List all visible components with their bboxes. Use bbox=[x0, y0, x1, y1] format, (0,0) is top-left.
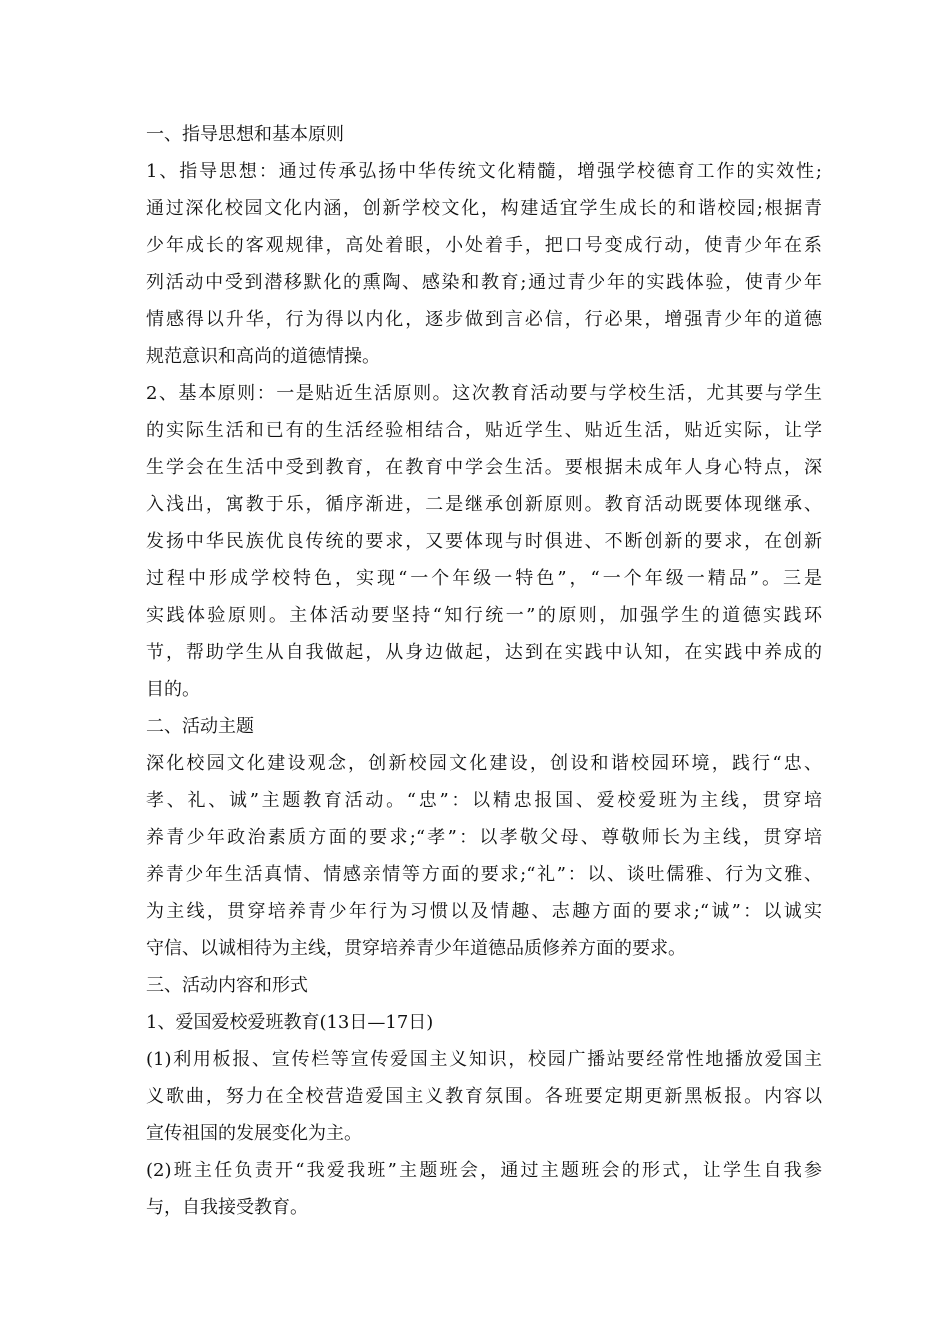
text-line: 列活动中受到潜移默化的熏陶、感染和教育;通过青少年的实践体验，使青少年 bbox=[146, 272, 822, 293]
text-line: 1、爱国爱校爱班教育(13日—17日) bbox=[146, 1012, 434, 1033]
text-line: 守信、以诚相待为主线，贯穿培养青少年道德品质修养方面的要求。 bbox=[146, 938, 686, 959]
text-line: 养青少年政治素质方面的要求;“孝”：以孝敬父母、尊敬师长为主线，贯穿培 bbox=[146, 827, 822, 848]
text-line: 1、指导思想：通过传承弘扬中华传统文化精髓，增强学校德育工作的实效性; bbox=[146, 161, 822, 182]
text-line: 三、活动内容和形式 bbox=[146, 975, 308, 996]
text-line: 养青少年生活真情、情感亲情等方面的要求;“礼”：以、谈吐儒雅、行为文雅、 bbox=[146, 864, 822, 885]
text-line: (1)利用板报、宣传栏等宣传爱国主义知识，校园广播站要经常性地播放爱国主 bbox=[146, 1049, 822, 1070]
text-line: 实践体验原则。主体活动要坚持“知行统一”的原则，加强学生的道德实践环 bbox=[146, 605, 822, 626]
document-body bbox=[146, 116, 822, 1226]
text-line: 少年成长的客观规律，高处着眼，小处着手，把口号变成行动，使青少年在系 bbox=[146, 235, 822, 256]
text-line: 生学会在生活中受到教育，在教育中学会生活。要根据未成年人身心特点，深 bbox=[146, 457, 822, 478]
text-line: 与，自我接受教育。 bbox=[146, 1197, 308, 1218]
text-line: 目的。 bbox=[146, 679, 200, 700]
text-line: 义歌曲，努力在全校营造爱国主义教育氛围。各班要定期更新黑板报。内容以 bbox=[146, 1086, 822, 1107]
text-line: 孝、礼、诚”主题教育活动。“忠”：以精忠报国、爱校爱班为主线，贯穿培 bbox=[146, 790, 822, 811]
text-line: 规范意识和高尚的道德情操。 bbox=[146, 346, 380, 367]
text-line: 宣传祖国的发展变化为主。 bbox=[146, 1123, 362, 1144]
text-line: 通过深化校园文化内涵，创新学校文化，构建适宜学生成长的和谐校园;根据青 bbox=[146, 198, 822, 219]
text-line: 过程中形成学校特色，实现“一个年级一特色”，“一个年级一精品”。三是 bbox=[146, 568, 822, 589]
text-line: 的实际生活和已有的生活经验相结合，贴近学生、贴近生活，贴近实际，让学 bbox=[146, 420, 822, 441]
text-line: 为主线，贯穿培养青少年行为习惯以及情趣、志趣方面的要求;“诚”：以诚实 bbox=[146, 901, 822, 922]
text-line: (2)班主任负责开“我爱我班”主题班会，通过主题班会的形式，让学生自我参 bbox=[146, 1160, 822, 1181]
text-line: 深化校园文化建设观念，创新校园文化建设，创设和谐校园环境，践行“忠、 bbox=[146, 753, 822, 774]
text-line: 二、活动主题 bbox=[146, 716, 254, 737]
text-line: 入浅出，寓教于乐，循序渐进，二是继承创新原则。教育活动既要体现继承、 bbox=[146, 494, 822, 515]
text-line: 节，帮助学生从自我做起，从身边做起，达到在实践中认知，在实践中养成的 bbox=[146, 642, 822, 663]
text-line: 发扬中华民族优良传统的要求，又要体现与时俱进、不断创新的要求，在创新 bbox=[146, 531, 822, 552]
text-line: 一、指导思想和基本原则 bbox=[146, 124, 344, 145]
text-line: 2、基本原则：一是贴近生活原则。这次教育活动要与学校生活，尤其要与学生 bbox=[146, 383, 822, 404]
text-line: 情感得以升华，行为得以内化，逐步做到言必信，行必果，增强青少年的道德 bbox=[146, 309, 822, 330]
